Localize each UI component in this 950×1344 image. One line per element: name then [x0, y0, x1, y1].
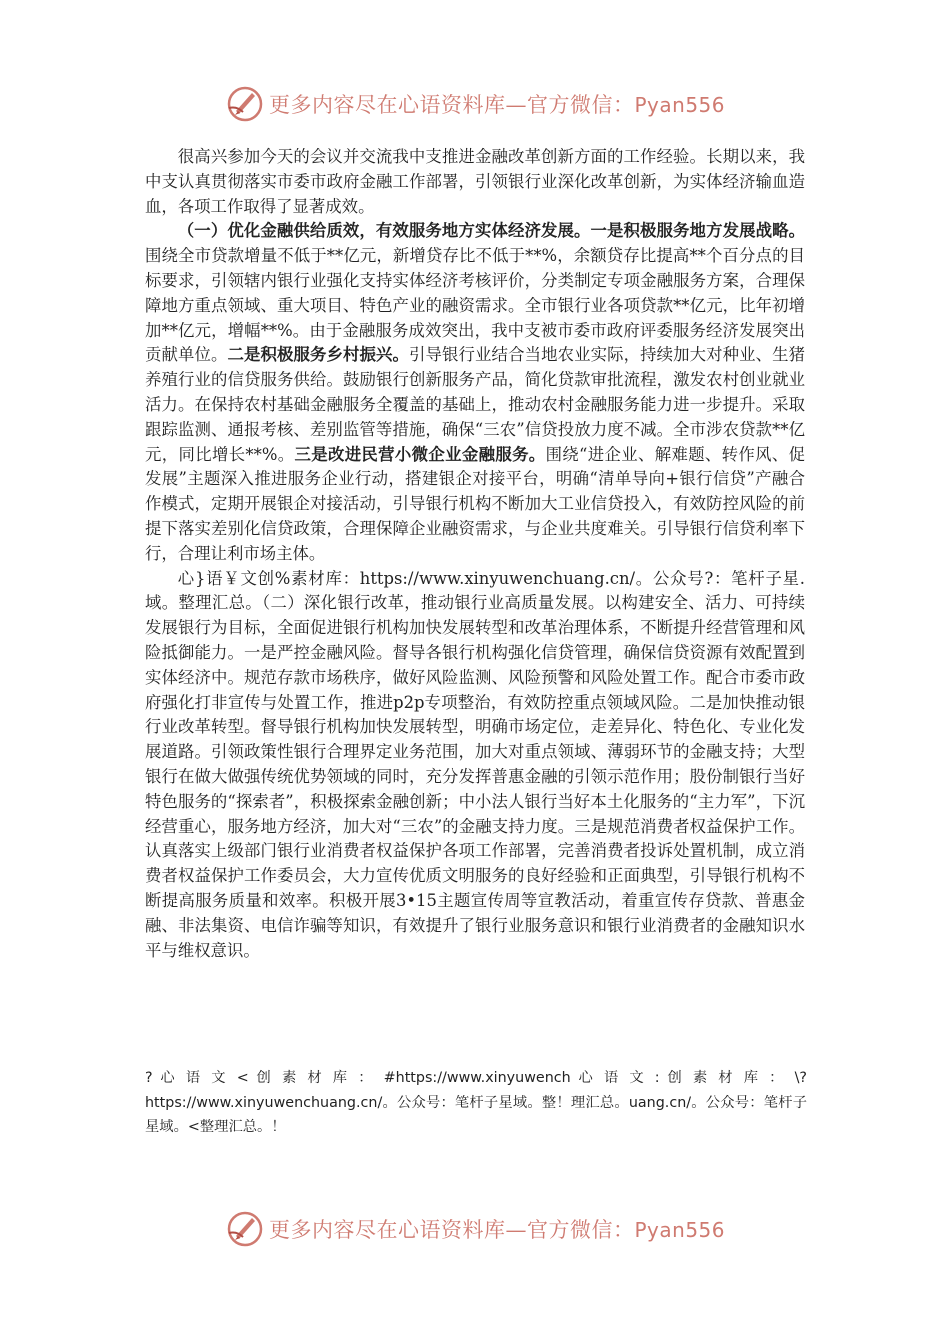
logo-icon: [225, 84, 265, 124]
banner-text: 更多内容尽在心语资料库—官方微信：Pyan556: [268, 93, 725, 117]
text-two: 引导银行业结合当地农业实际，持续加大对种业、生猪养殖行业的信贷服务供给。鼓励银行创新服务产品，简化贷款审批流程，激发农村创业就业活力。在保持农村基础金融服务全覆盖的基础上，推动农村金融服务能力进一步提升。采取跟踪监测、通报考核、差别监管等措施，确保“三农”信贷投放力度不减。全市涉农贷款**亿元，同比增长**%。: [145, 345, 806, 464]
paragraph-section-one: [145, 219, 805, 566]
footer-banner: [0, 1207, 950, 1251]
document-body: [145, 145, 805, 963]
wechat-id: Pyan556: [634, 93, 725, 117]
text-three: 围绕“进企业、解难题、转作风、促发展”主题深入推进服务企业行动，搭建银企对接平台，明确“清单导向+银行信贷”产融合作模式，定期开展银企对接活动，引导银行机构不断加大工业信贷投入，有效防控风险的前提下落实差别化信贷政策，合理保障企业融资需求，与企业共度难关。引导银行信贷利率下行，合理让利市场主体。: [145, 444, 806, 563]
text-one: 围绕全市贷款增量不低于**亿元，新增贷存比不低于**%，余额贷存比提高**个百分点的目标要求，引领辖内银行业强化支持实体经济考核评价，分类制定专项金融服务方案，合理保障地方重点领域、重大项目、特色产业的融资需求。全市银行业各项贷款**亿元，比年初增加**亿元，增幅**%。由于金融服务成效突出，我中支被市委市政府评委服务经济发展突出贡献单位。: [145, 246, 805, 365]
paragraph-intro: 很高兴参加今天的会议并交流我中支推进金融改革创新方面的工作经验。长期以来，我中支认真贯彻落实市委市政府金融工作部署，引领银行业深化改革创新，为实体经济输血造血，各项工作取得了显著成效。: [145, 147, 805, 216]
paragraph-section-two: 心}语￥文创%素材库：https://www.xinyuwenchuang.cn/。公众号?：笔杆子星.域。整理汇总。（二）深化银行改革，推动银行业高质量发展。以构建安全、活力、可持续发展银行为目标，全面促进银行机构加快发展转型和改革治理体系，不断提升经营管理和风险抵御能力。一是严控金融风险。督导各银行机构强化信贷管理，确保信贷资源有效配置到实体经济中。规范存款市场秩序，做好风险监测、风险预警和风险处置工作。配合市委市政府强化打非宣传与处置工作，推进p2p专项整治，有效防控重点领域风险。二是加快推动银行业改革转型。督导银行机构加快发展转型，明确市场定位，走差异化、特色化、专业化发展道路。引领政策性银行合理界定业务范围，加大对重点领域、薄弱环节的金融支持；大型银行在做大做强传统优势领域的同时，充分发挥普惠金融的引领示范作用；股份制银行当好特色服务的“探索者”，积极探索金融创新；中小法人银行当好本土化服务的“主力军”，下沉经营重心，服务地方经济，加大对“三农”的金融支持力度。三是规范消费者权益保护工作。认真落实上级部门银行业消费者权益保护各项工作部署，完善消费者投诉处置机制，成立消费者权益保护工作委员会，大力宣传优质文明服务的良好经验和正面典型，引导银行机构不断提高服务质量和效率。积极开展3•15主题宣传周等宣教活动，着重宣传存贷款、普惠金融、非法集资、电信诈骗等知识，有效提升了银行业服务意识和银行业消费者的金融知识水平与维权意识。: [145, 568, 805, 960]
heading-two: 二是积极服务乡村振兴。: [227, 345, 410, 365]
wechat-id: Pyan556: [634, 1218, 725, 1242]
footer-note: ? 心 语 文 < 创 素 材 库 ： #https://www.xinyuwench 心 语 文 : 创 素 材 库 ： \?https://www.xinyuwenchuang.cn/。公众号：笔杆子星域。整！理汇总。uang.cn/。公众号：笔杆子星域。<整理汇总。！: [145, 1070, 807, 1135]
header-banner: [0, 82, 950, 126]
heading-three: 三是改进民营小微企业金融服务。: [294, 444, 546, 464]
heading-one: （一）优化金融供给质效，有效服务地方实体经济发展。一是积极服务地方发展战略。: [177, 221, 805, 241]
logo-icon: [225, 1209, 265, 1249]
banner-text: 更多内容尽在心语资料库—官方微信：Pyan556: [268, 1218, 725, 1242]
